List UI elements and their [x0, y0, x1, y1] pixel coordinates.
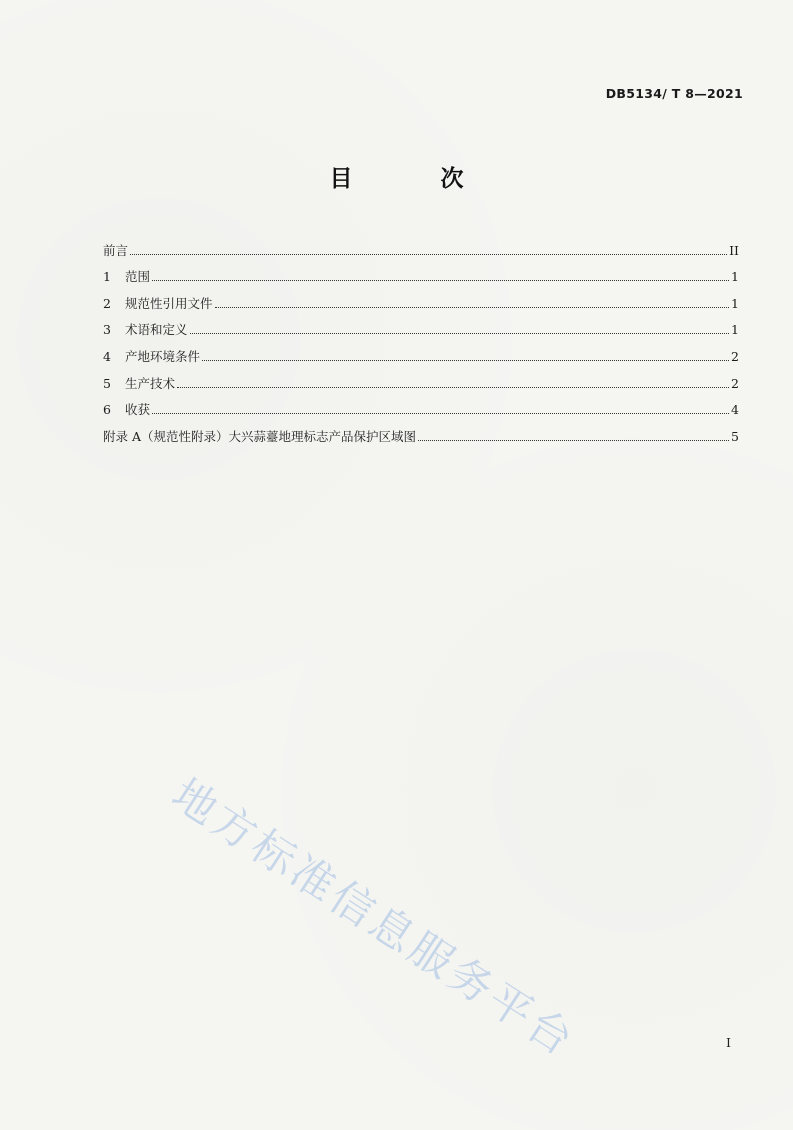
toc-leader-dots: [152, 279, 729, 281]
toc-entry-label: 4 产地环境条件: [103, 348, 201, 364]
toc-entry-scope[interactable]: [103, 259, 739, 286]
page-title: 目 次: [329, 166, 504, 192]
toc-leader-dots: [418, 439, 729, 441]
toc-leader-dots: [152, 412, 729, 414]
toc-entry-label: 附录 A（规范性附录）大兴蒜薹地理标志产品保护区域图: [103, 428, 417, 444]
toc-entry-page: 5: [731, 428, 739, 444]
toc-entry-environment[interactable]: [103, 338, 739, 365]
toc-leader-dots: [177, 386, 729, 388]
toc-entry-page: 1: [731, 295, 739, 311]
toc-entry-label: 6 收获: [103, 402, 151, 418]
toc-entry-page: 4: [731, 402, 739, 418]
toc-entry-appendix-a[interactable]: [103, 418, 739, 445]
table-of-contents: [103, 232, 739, 445]
watermark: 地方标准信息服务平台: [162, 769, 585, 1068]
toc-entry-label: 5 生产技术: [103, 375, 176, 391]
page-number: I: [726, 1035, 731, 1050]
toc-entry-page: 1: [731, 322, 739, 338]
toc-leader-dots: [190, 332, 730, 334]
toc-entry-terms-definitions[interactable]: [103, 312, 739, 339]
toc-leader-dots: [130, 253, 727, 255]
toc-entry-label: 1 范围: [103, 269, 151, 285]
toc-entry-label: 3 术语和定义: [103, 322, 188, 338]
toc-entry-page: 1: [731, 269, 739, 285]
toc-entry-preface[interactable]: [103, 232, 739, 259]
toc-entry-production[interactable]: [103, 365, 739, 392]
toc-leader-dots: [215, 306, 730, 308]
toc-entry-page: 2: [731, 348, 739, 364]
document-code: DB5134/ T 8—2021: [605, 86, 743, 101]
toc-entry-harvest[interactable]: [103, 392, 739, 419]
toc-entry-label: 前言: [103, 242, 129, 258]
toc-entry-page: 2: [731, 375, 739, 391]
toc-entry-normative-references[interactable]: [103, 285, 739, 312]
toc-entry-label: 2 规范性引用文件: [103, 295, 213, 311]
toc-entry-page: II: [729, 242, 739, 258]
toc-leader-dots: [202, 359, 729, 361]
